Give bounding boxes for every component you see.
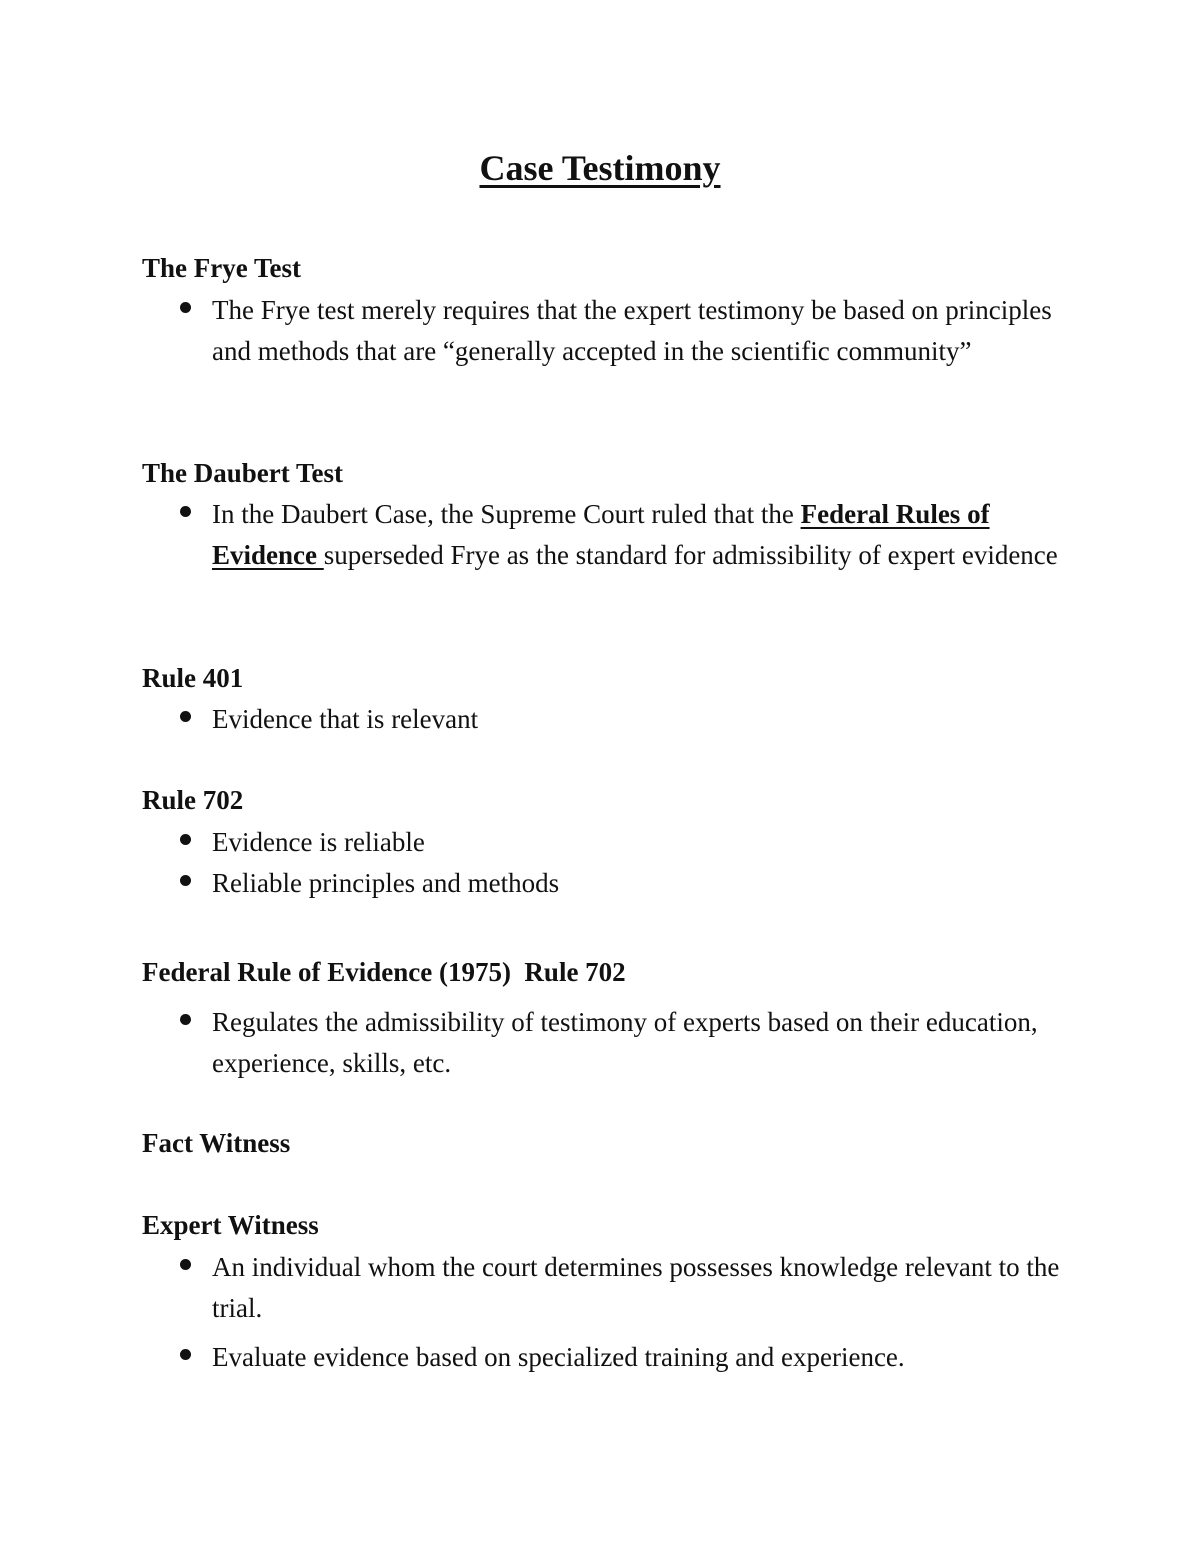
document-title: Case Testimony xyxy=(479,148,721,188)
list-item xyxy=(180,1247,1060,1329)
list-item xyxy=(180,494,1060,576)
heading-fact-witness: Fact Witness xyxy=(142,1128,291,1158)
list-item-text: Regulates the admissibility of testimony of experts based on their education, experience, skills, etc. xyxy=(212,1007,1038,1078)
list-item-text: An individual whom the court determines possesses knowledge relevant to the trial. xyxy=(212,1252,1060,1323)
bullet-icon xyxy=(180,1349,191,1360)
list-item-text: Reliable principles and methods xyxy=(212,868,560,898)
list-item-text: Evidence is reliable xyxy=(212,827,425,857)
bullet-icon xyxy=(180,302,191,313)
list-item xyxy=(180,699,1060,740)
text-segment: In the Daubert Case, the Supreme Court ruled that the xyxy=(212,499,801,529)
heading-frye-test: The Frye Test xyxy=(142,253,301,283)
federal-rules-of-evidence-link[interactable]: Federal Rules of Evidence xyxy=(212,499,990,570)
list-item-text: The Frye test merely requires that the expert testimony be based on principles and methods that are “generally accepted in the scientific community” xyxy=(212,295,1052,366)
bullet-icon xyxy=(180,875,191,886)
list-item xyxy=(180,822,1060,863)
text-segment: superseded Frye as the standard for admissibility of expert evidence xyxy=(323,540,1058,570)
list-item-text: Evidence that is relevant xyxy=(212,704,479,734)
bullet-icon xyxy=(180,1259,191,1270)
heading-federal-rule-1975: Federal Rule of Evidence (1975) Rule 702 xyxy=(142,957,626,987)
list-item-text: Evaluate evidence based on specialized training and experience. xyxy=(212,1342,905,1372)
heading-daubert-test: The Daubert Test xyxy=(142,458,344,488)
heading-rule-702: Rule 702 xyxy=(142,785,244,815)
bullet-icon xyxy=(180,506,191,517)
heading-expert-witness: Expert Witness xyxy=(142,1210,319,1240)
bullet-icon xyxy=(180,711,191,722)
list-item xyxy=(180,1337,1060,1378)
bullet-icon xyxy=(180,1014,191,1025)
list-item xyxy=(180,1002,1060,1084)
heading-rule-401: Rule 401 xyxy=(142,663,244,693)
list-item xyxy=(180,290,1060,372)
bullet-icon xyxy=(180,834,191,845)
list-item-text xyxy=(212,494,1060,576)
list-item xyxy=(180,863,1060,904)
